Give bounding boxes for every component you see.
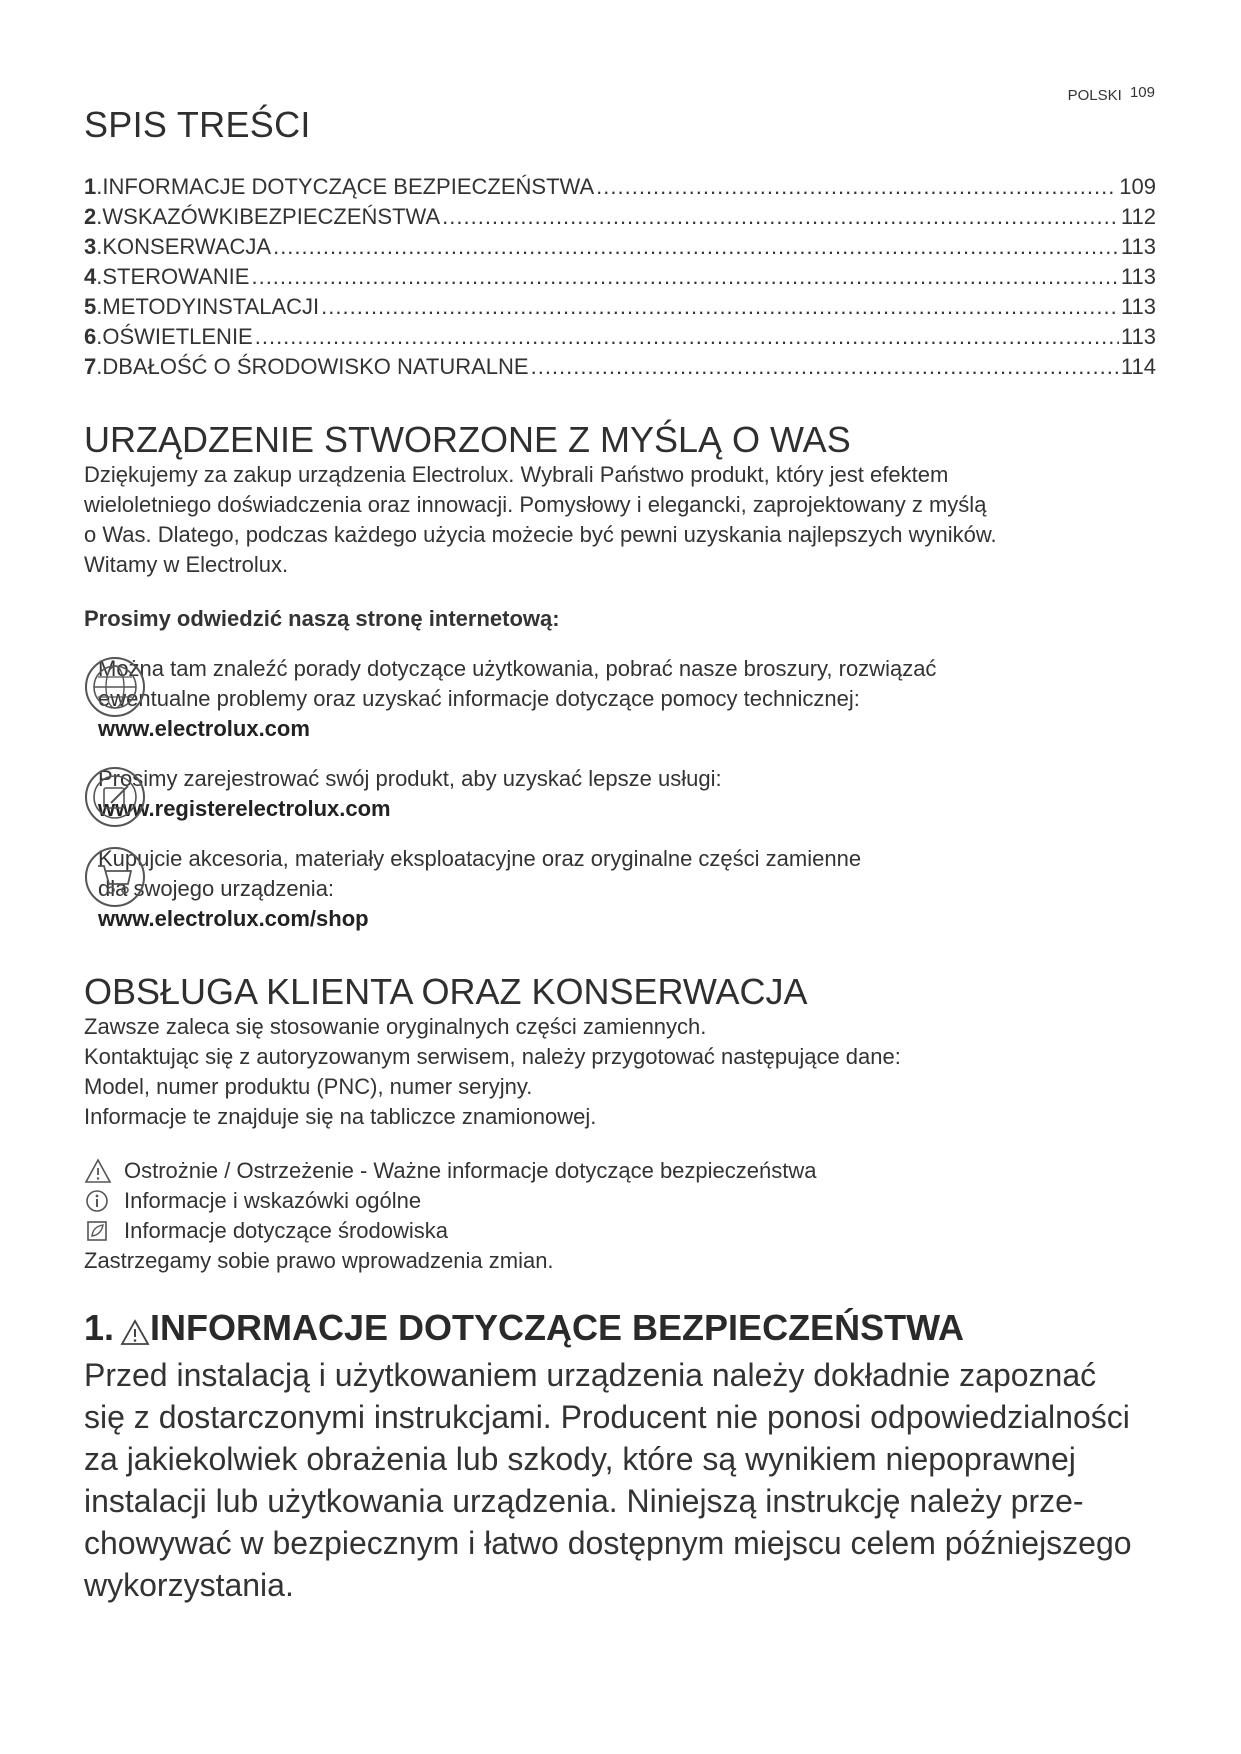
toc-item-separator: . <box>96 324 103 349</box>
toc-item-number: 7 <box>84 354 97 379</box>
intro-line: Dziękujemy za zakup urządzenia Electrolux. Wybrali Państwo produkt, który jest efektem <box>84 462 949 487</box>
link-description: Kupujcie akcesoria, materiały eksploatacyjne oraz oryginalne części zamienne <box>98 846 862 871</box>
legend-item <box>84 1186 1156 1216</box>
toc-leader-dots <box>251 262 1118 292</box>
toc-item-page: 113 <box>1120 294 1156 319</box>
symbol-legend <box>84 1156 1156 1276</box>
toc-item-number: 1 <box>84 174 97 199</box>
toc-leader-dots <box>531 352 1119 382</box>
toc-item[interactable] <box>84 262 1156 292</box>
toc-item[interactable] <box>84 202 1156 232</box>
toc-item-label: INFORMACJE DOTYCZĄCE BEZPIECZEŃSTWA <box>102 174 595 199</box>
toc-item-number: 3 <box>84 234 97 259</box>
toc-item-page: 112 <box>1120 204 1156 229</box>
link-description: Prosimy zarejestrować swój produkt, aby uzyskać lepsze usługi: <box>98 766 722 791</box>
toc-item-page: 113 <box>1120 234 1156 259</box>
service-title: OBSŁUGA KLIENTA ORAZ KONSERWACJA <box>84 971 808 1012</box>
safety-line: instalacji lub użytkowania urządzenia. Niniejszą instrukcję należy prze- <box>84 1483 1084 1519</box>
toc-item-separator: . <box>96 264 103 289</box>
toc-item[interactable] <box>84 292 1156 322</box>
toc-leader-dots <box>273 232 1119 262</box>
service-line: Informacje te znajduje się na tabliczce znamionowej. <box>84 1104 597 1129</box>
intro-paragraph <box>84 460 1156 580</box>
link-block-support <box>84 654 1156 744</box>
table-of-contents <box>84 172 1156 382</box>
link-block-register <box>84 764 1156 824</box>
toc-item-page: 113 <box>1120 264 1156 289</box>
service-line: Zawsze zaleca się stosowanie oryginalnych części zamiennych. <box>84 1014 707 1039</box>
intro-line: wieloletniego doświadczenia oraz innowacji. Pomysłowy i elegancki, zaprojektowany z myślą <box>84 492 987 517</box>
service-paragraph <box>84 1012 1156 1132</box>
register-website-link[interactable]: www.registerelectrolux.com <box>98 796 391 821</box>
toc-item-page: 109 <box>1119 174 1156 199</box>
shopping-cart-icon <box>84 846 146 908</box>
safety-line: chowywać w bezpiecznym i łatwo dostępnym miejscu celem późniejszego <box>84 1525 1132 1561</box>
link-description: ewentualne problemy oraz uzyskać informacje dotyczące pomocy technicznej: <box>98 686 860 711</box>
toc-item[interactable] <box>84 322 1156 352</box>
service-line: Kontaktując się z autoryzowanym serwisem, należy przygotować następujące dane: <box>84 1044 901 1069</box>
intro-line: o Was. Dlatego, podczas każdego użycia możecie być pewni uzyskania najlepszych wyników. <box>84 522 997 547</box>
legend-text: Ostrożnie / Ostrzeżenie - Ważne informacje dotyczące bezpieczeństwa <box>124 1158 817 1183</box>
language-label: POLSKI <box>1067 87 1122 104</box>
toc-item[interactable] <box>84 172 1156 202</box>
shop-website-link[interactable]: www.electrolux.com/shop <box>98 906 369 931</box>
globe-icon <box>84 656 146 718</box>
toc-item-number: 6 <box>84 324 97 349</box>
toc-item-number: 4 <box>84 264 97 289</box>
toc-item-label: STEROWANIE <box>102 264 250 289</box>
toc-leader-dots <box>255 322 1119 352</box>
warning-icon <box>120 1313 150 1343</box>
register-icon <box>84 766 146 828</box>
electrolux-website-link[interactable]: www.electrolux.com <box>98 716 310 741</box>
toc-item-label: METODYINSTALACJI <box>102 294 320 319</box>
toc-item-separator: . <box>96 354 103 379</box>
toc-leader-dots <box>442 202 1119 232</box>
toc-item-label: KONSERWACJA <box>102 234 272 259</box>
toc-item-separator: . <box>96 294 103 319</box>
link-block-shop <box>84 844 1156 934</box>
safety-line: za jakiekolwiek obrażenia lub szkody, które są wynikiem niepoprawnej <box>84 1441 1076 1477</box>
toc-item-page: 114 <box>1120 354 1156 379</box>
page-number: 109 <box>1129 84 1155 101</box>
environment-icon <box>84 1218 114 1244</box>
toc-item[interactable] <box>84 352 1156 382</box>
toc-item-label: DBAŁOŚĆ O ŚRODOWISKO NATURALNE <box>102 354 529 379</box>
toc-item-separator: . <box>96 204 103 229</box>
toc-title: SPIS TREŚCI <box>84 104 311 145</box>
safety-number: 1. <box>84 1307 115 1348</box>
toc-item-separator: . <box>96 234 103 259</box>
legend-item <box>84 1156 1156 1186</box>
link-description: dla swojego urządzenia: <box>98 876 335 901</box>
safety-line: się z dostarczonymi instrukcjami. Producent nie ponosi odpowiedzialności <box>84 1399 1130 1435</box>
changes-note: Zastrzegamy sobie prawo wprowadzenia zmian. <box>84 1248 554 1273</box>
service-line: Model, numer produktu (PNC), numer seryjny. <box>84 1074 533 1099</box>
legend-text: Informacje dotyczące środowiska <box>124 1218 449 1243</box>
link-description: Można tam znaleźć porady dotyczące użytkowania, pobrać nasze broszury, rozwiązać <box>98 656 937 681</box>
safety-heading-text: INFORMACJE DOTYCZĄCE BEZPIECZEŃSTWA <box>150 1307 965 1348</box>
page-content <box>84 104 1156 1606</box>
toc-item[interactable] <box>84 232 1156 262</box>
warning-icon <box>84 1158 114 1184</box>
toc-leader-dots <box>321 292 1119 322</box>
toc-item-label: WSKAZÓWKIBEZPIECZEŃSTWA <box>102 204 441 229</box>
toc-item-number: 2 <box>84 204 97 229</box>
safety-paragraph <box>84 1354 1156 1606</box>
legend-item <box>84 1216 1156 1246</box>
toc-item-number: 5 <box>84 294 97 319</box>
safety-line: Przed instalacją i użytkowaniem urządzenia należy dokładnie zapoznać <box>84 1357 1097 1393</box>
toc-item-label: OŚWIETLENIE <box>102 324 253 349</box>
info-icon <box>84 1188 114 1214</box>
intro-title: URZĄDZENIE STWORZONE Z MYŚLĄ O WAS <box>84 419 851 460</box>
safety-line: wykorzystania. <box>84 1567 294 1603</box>
legend-text: Informacje i wskazówki ogólne <box>124 1188 422 1213</box>
safety-title <box>84 1306 1156 1350</box>
visit-website-label: Prosimy odwiedzić naszą stronę internetową: <box>84 606 560 631</box>
toc-leader-dots <box>596 172 1117 202</box>
intro-line: Witamy w Electrolux. <box>84 552 289 577</box>
page-header <box>1068 84 1155 104</box>
toc-item-separator: . <box>96 174 103 199</box>
toc-item-page: 113 <box>1120 324 1156 349</box>
